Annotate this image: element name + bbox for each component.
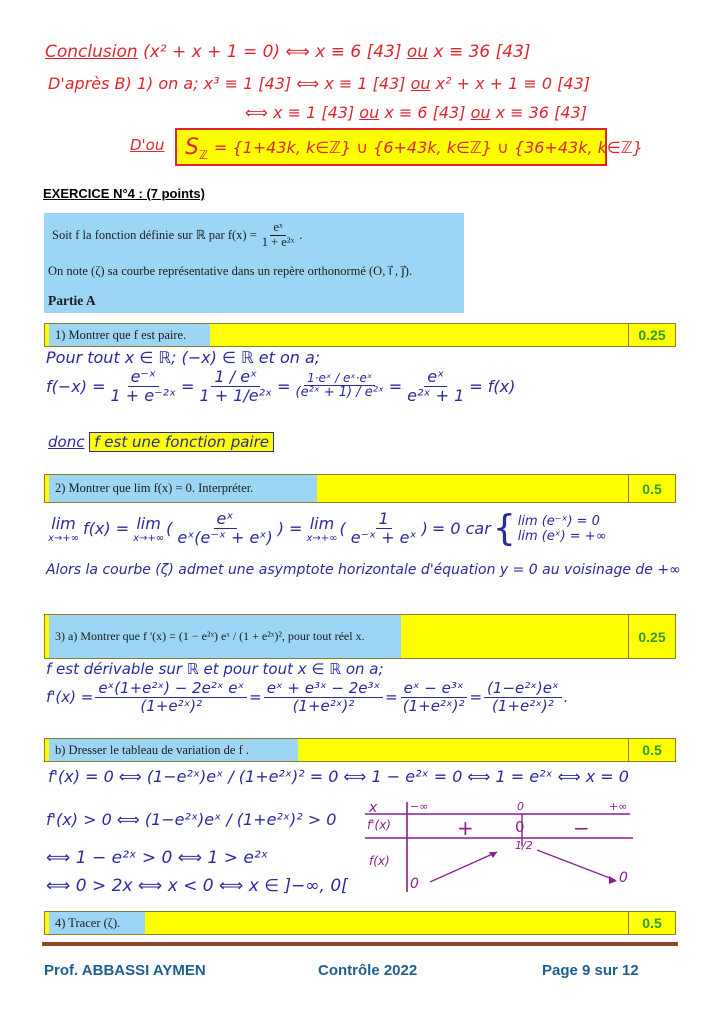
inequality-step-2: ⟺ 0 > 2x ⟺ x < 0 ⟺ x ∈ ]−∞, 0[ bbox=[46, 876, 348, 896]
or-word: ou bbox=[359, 103, 380, 122]
conclusion-box: f est une fonction paire bbox=[89, 432, 274, 452]
fraction-4 bbox=[404, 368, 467, 404]
derivative-positive: f'(x) > 0 ⟺ (1−e²ˣ)eˣ / (1+e²ˣ)² > 0 bbox=[46, 810, 337, 829]
brace-icon: { bbox=[492, 508, 516, 549]
footer-page-number: Page 9 sur 12 bbox=[542, 962, 639, 979]
root-1: x ≡ 1 [43] bbox=[273, 103, 355, 122]
denominator: e²ˣ + 1 bbox=[407, 385, 465, 405]
roots-line bbox=[245, 103, 587, 122]
question-bar-fill bbox=[145, 912, 628, 934]
sign-positive: + bbox=[457, 816, 474, 840]
lim-subscript: x→+∞ bbox=[133, 532, 165, 544]
fraction-numerator: eˣ bbox=[270, 221, 285, 236]
limit-result: = 0 car bbox=[431, 519, 491, 538]
function-definition: Soit f la fonction définie sur ℝ par f(x) = $\frac{\text{eˣ}}{\text{1 + e²ˣ}}$ . bbox=[52, 220, 303, 249]
question-4-text: 4) Tracer (ζ). bbox=[49, 912, 145, 934]
conclusion-label: Conclusion bbox=[45, 42, 138, 62]
f-x: f(x) = bbox=[83, 519, 130, 538]
question-4-points: 0.5 bbox=[628, 912, 675, 934]
lim-word: lim bbox=[136, 513, 161, 533]
lim-word: lim bbox=[309, 513, 335, 533]
row-label-x: x bbox=[369, 800, 378, 816]
question-1-points: 0.25 bbox=[628, 324, 675, 346]
answer-1-computation: f(−x) = $\frac{\text{e⁻ˣ}}{\text{1 + e⁻²ˣ}}$ = $\frac{\text{1 / eˣ}}{\text{1 + 1/e²ˣ}}$ = $\frac{\text{1·eˣ / eˣ·eˣ}}{\text{(e²ˣ + 1) / e²ˣ}}$ = $\frac{\text{eˣ}}{\text{e²ˣ + 1}}$ = f(x) bbox=[46, 367, 516, 405]
question-3b-points: 0.5 bbox=[628, 739, 675, 761]
lim-word: lim bbox=[51, 513, 76, 533]
answer-1-conclusion bbox=[48, 433, 274, 451]
variation-table-lines bbox=[365, 800, 635, 900]
sign-negative: − bbox=[573, 816, 590, 840]
root-1: x ≡ 6 [43] bbox=[315, 42, 402, 62]
root-3: x ≡ 36 [43] bbox=[495, 103, 587, 122]
question-bar-fill bbox=[401, 615, 628, 658]
limit-case-2: lim (eˣ) = +∞ bbox=[517, 528, 607, 544]
fraction-1 bbox=[174, 510, 275, 546]
or-word: ou bbox=[406, 42, 429, 62]
answer-3a-premise: f est dérivable sur ℝ et pour tout x ∈ ℝ on a; bbox=[46, 660, 384, 678]
numerator: eˣ + e³ˣ − 2e³ˣ bbox=[264, 680, 383, 698]
footer-author: Prof. ABBASSI AYMEN bbox=[44, 962, 206, 979]
set-name: S bbox=[185, 134, 199, 160]
exercise-heading: EXERCICE N°4 : (7 points) bbox=[43, 186, 205, 201]
or-word: ou bbox=[470, 103, 491, 122]
x-value-minus-infinity: −∞ bbox=[410, 800, 429, 813]
question-3b-text: b) Dresser le tableau de variation de f . bbox=[49, 739, 298, 761]
denominator: (1+e²ˣ)² bbox=[292, 696, 355, 715]
lim-subscript: x→+∞ bbox=[306, 532, 338, 544]
answer-1-premise: Pour tout x ∈ ℝ; (−x) ∈ ℝ et on a; bbox=[46, 348, 321, 367]
numerator: 1 / eˣ bbox=[211, 368, 260, 387]
f-minus-x: f(−x) = bbox=[46, 376, 106, 396]
question-3a-text: 3) a) Montrer que f '(x) = (1 − e²ˣ) eˣ / (1 + e²ˣ)², pour tout réel x. bbox=[49, 615, 401, 658]
fraction-4 bbox=[484, 680, 562, 714]
answer-3a-computation: f'(x) = $\frac{\text{eˣ(1+e²ˣ) − 2e²ˣ eˣ}}{\text{(1+e²ˣ)²}}$ = $\frac{\text{eˣ + e³ˣ − 2e³ˣ}}{\text{(1+e²ˣ)²}}$ = $\frac{\text{eˣ − e³ˣ}}{\text{(1+e²ˣ)²}}$ = $\frac{\text{(1−e²ˣ)eˣ}}{\text{(1+e²ˣ)²}}$ . bbox=[46, 679, 569, 715]
lim-operator bbox=[133, 514, 164, 544]
equivalence-arrow: ⟺ bbox=[245, 103, 268, 122]
numerator: 1 bbox=[376, 510, 392, 529]
question-2-text: 2) Montrer que lim f(x) = 0. Interpréter. bbox=[49, 475, 317, 502]
numerator: eˣ bbox=[424, 368, 447, 387]
numerator: (1−e²ˣ)eˣ bbox=[484, 680, 562, 698]
set-subscript: ℤ bbox=[198, 148, 208, 162]
fraction-1 bbox=[107, 368, 179, 404]
numerator: eˣ − e³ˣ bbox=[401, 680, 467, 698]
denominator: 1 + 1/e²ˣ bbox=[199, 385, 273, 405]
question-1-text: 1) Montrer que f est paire. bbox=[49, 324, 210, 346]
denominator: (e²ˣ + 1) / e²ˣ bbox=[295, 385, 384, 401]
footer-title: Contrôle 2022 bbox=[318, 962, 418, 979]
part-title: Partie A bbox=[48, 293, 96, 308]
cube-congruence: x³ ≡ 1 [43] bbox=[203, 74, 292, 93]
question-3b-bar bbox=[44, 738, 676, 762]
dapres-line bbox=[48, 74, 590, 93]
root-1: x ≡ 1 [43] bbox=[324, 74, 406, 93]
quadratic-congruence: x² + x + 1 ≡ 0 [43] bbox=[435, 74, 590, 93]
sign-zero: 0 bbox=[515, 818, 525, 836]
inequality-step-1: ⟺ 1 − e²ˣ > 0 ⟺ 1 > e²ˣ bbox=[46, 848, 269, 868]
fraction-2 bbox=[348, 510, 420, 546]
fraction-1 bbox=[95, 680, 247, 714]
denominator: eˣ(e⁻ˣ + eˣ) bbox=[177, 528, 273, 547]
lim-subscript: x→+∞ bbox=[48, 532, 80, 544]
definition-text: Soit f la fonction définie sur ℝ par f(x) = bbox=[52, 228, 257, 243]
exercise-intro-box bbox=[44, 213, 464, 313]
fraction-2 bbox=[196, 368, 275, 404]
f-value-left: 0 bbox=[410, 876, 419, 892]
conclusion-line bbox=[45, 42, 531, 62]
question-bar-fill bbox=[298, 739, 628, 761]
function-fraction bbox=[259, 221, 297, 250]
or-word: ou bbox=[410, 74, 431, 93]
x-value-zero: 0 bbox=[517, 800, 524, 813]
fraction-3 bbox=[293, 372, 387, 400]
numerator: eˣ bbox=[214, 510, 237, 529]
denominator: (1+e²ˣ)² bbox=[402, 696, 465, 715]
f-of-x: = f(x) bbox=[469, 376, 516, 396]
question-bar-fill bbox=[317, 475, 628, 502]
numerator: eˣ(1+e²ˣ) − 2e²ˣ eˣ bbox=[95, 680, 247, 698]
curve-notation: On note (ζ) sa courbe représentative dans un repère orthonormé (O, i⃗ , j⃗). bbox=[48, 264, 413, 278]
answer-2-limit: lim x→+∞ f(x) = lim x→+∞ ( $\frac{\text{eˣ}}{\text{eˣ(e⁻ˣ + eˣ)}}$ ) = lim x→+∞ ( $\frac{1}{\text{e⁻ˣ + eˣ}}$ ) = 0 car { lim (e⁻ˣ) = 0 lim (eˣ) = +∞ bbox=[48, 508, 607, 549]
donc-label: donc bbox=[48, 433, 85, 451]
denominator: 1 + e⁻²ˣ bbox=[110, 385, 177, 405]
solution-set-value: = {1+43k, k∈ℤ} ∪ {6+43k, k∈ℤ} ∪ {36+43k, k∈ℤ} bbox=[213, 137, 643, 157]
question-1-bar bbox=[44, 323, 676, 347]
question-4-bar bbox=[44, 911, 676, 935]
root-2: x ≡ 6 [43] bbox=[384, 103, 466, 122]
fraction-3 bbox=[400, 680, 468, 714]
question-3a-points: 0.25 bbox=[628, 615, 675, 658]
f-prime: f'(x) = bbox=[46, 688, 94, 706]
footer-rule bbox=[42, 942, 678, 946]
numerator: e⁻ˣ bbox=[128, 368, 159, 387]
dou-label: D'ou bbox=[130, 136, 165, 154]
equivalence-arrow: ⟺ bbox=[285, 42, 310, 62]
solution-set-box bbox=[175, 128, 643, 166]
fraction-2 bbox=[264, 680, 383, 714]
denominator: (1+e²ˣ)² bbox=[140, 696, 203, 715]
equivalence-arrow: ⟺ bbox=[296, 74, 320, 93]
variation-table bbox=[365, 800, 635, 900]
question-2-points: 0.5 bbox=[628, 475, 675, 502]
asymptote-interpretation: Alors la courbe (ζ) admet une asymptote horizontale d'équation y = 0 au voisinage de +∞ bbox=[46, 562, 681, 578]
numerator: 1·eˣ / eˣ·eˣ bbox=[304, 372, 375, 386]
question-2-bar bbox=[44, 474, 676, 503]
denominator: (1+e²ˣ)² bbox=[491, 696, 554, 715]
lim-operator bbox=[306, 514, 337, 544]
question-3a-bar bbox=[44, 614, 676, 659]
question-bar-fill bbox=[210, 324, 628, 346]
lim-operator bbox=[48, 514, 79, 544]
limit-case-1: lim (e⁻ˣ) = 0 bbox=[517, 513, 600, 529]
limit-cases bbox=[518, 514, 607, 544]
root-2: x ≡ 36 [43] bbox=[433, 42, 531, 62]
f-value-max: 1/2 bbox=[515, 839, 533, 852]
derivative-zero: f'(x) = 0 ⟺ (1−e²ˣ)eˣ / (1+e²ˣ)² = 0 ⟺ 1 − e²ˣ = 0 ⟺ 1 = e²ˣ ⟺ x = 0 bbox=[48, 767, 629, 786]
row-label-f: f(x) bbox=[369, 854, 390, 868]
fraction-denominator: 1 + e²ˣ bbox=[261, 234, 295, 249]
row-label-fprime: f'(x) bbox=[367, 818, 391, 832]
denominator: e⁻ˣ + eˣ bbox=[350, 528, 417, 547]
equation-lhs: (x² + x + 1 = 0) bbox=[143, 42, 281, 62]
dapres-label: D'après B) 1) on a; bbox=[48, 74, 199, 93]
f-value-right: 0 bbox=[619, 870, 628, 886]
x-value-plus-infinity: +∞ bbox=[609, 800, 628, 813]
